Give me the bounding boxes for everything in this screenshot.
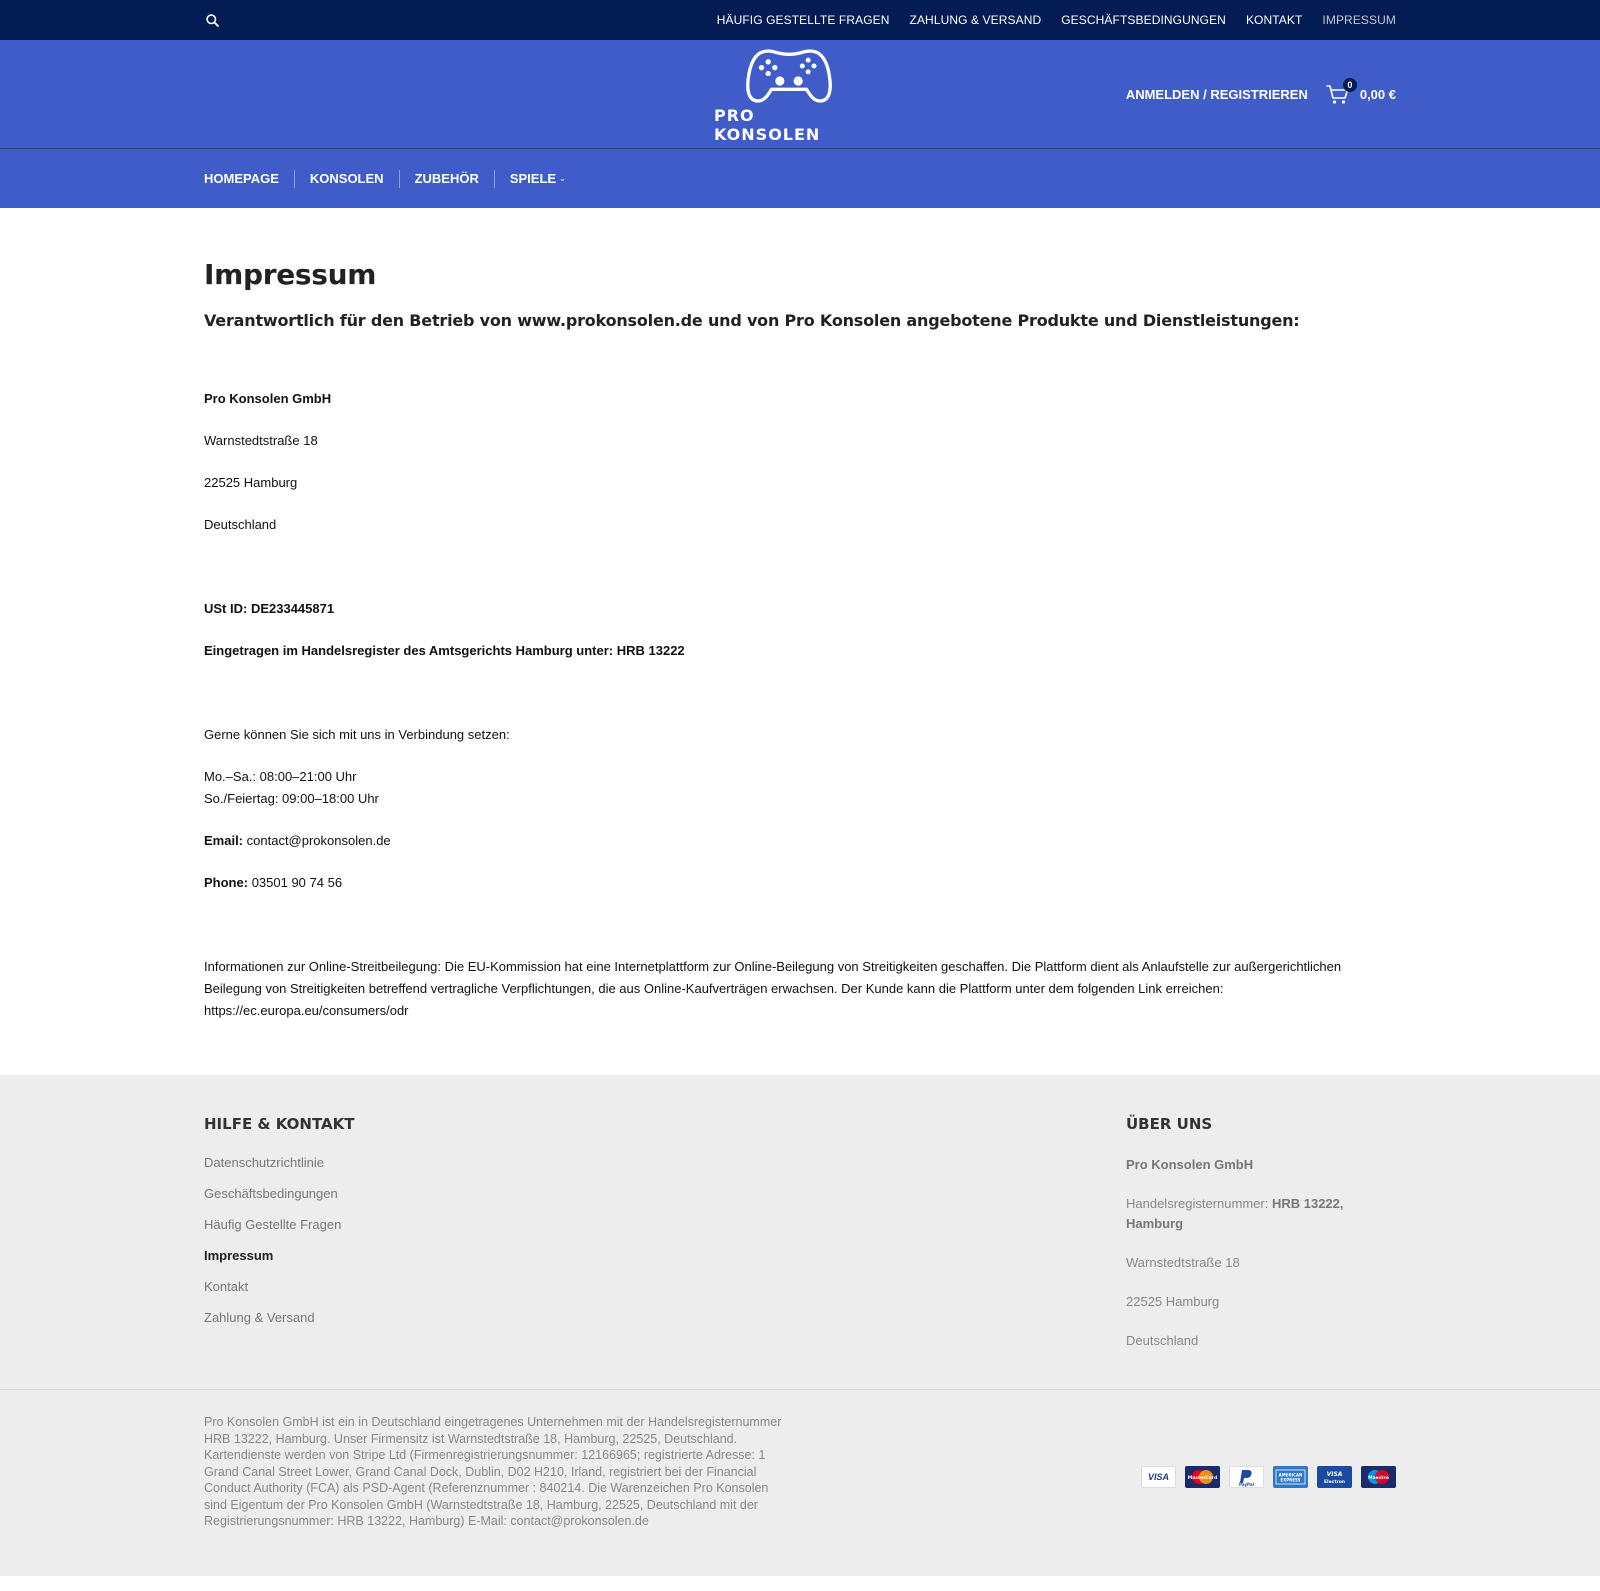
- footer-link-contact[interactable]: Kontakt: [204, 1279, 249, 1294]
- company-city: 22525 Hamburg: [204, 475, 298, 490]
- company-street: Warnstedtstraße 18: [204, 433, 318, 448]
- footer-company: Pro Konsolen GmbH: [1126, 1157, 1254, 1172]
- top-nav: [697, 13, 1396, 27]
- maestro-icon: [1361, 1466, 1396, 1488]
- footer-link-impressum[interactable]: Impressum: [204, 1248, 274, 1263]
- main-nav: [0, 149, 1600, 208]
- site-logo[interactable]: [714, 46, 864, 144]
- contact-intro: Gerne können Sie sich mit uns in Verbindung setzen:: [204, 727, 510, 742]
- chevron-down-icon: ⌄: [559, 173, 566, 183]
- bottom-bar: [0, 1390, 1600, 1576]
- nav-konsolen[interactable]: [294, 170, 399, 188]
- mastercard-icon: [1185, 1466, 1220, 1488]
- footer-link-faq[interactable]: Häufig Gestellte Fragen: [204, 1217, 342, 1232]
- phone-line: Phone: 03501 90 74 56: [204, 875, 343, 890]
- footer-city: 22525 Hamburg: [1126, 1294, 1220, 1309]
- email-link[interactable]: contact@prokonsolen.de: [246, 833, 391, 848]
- company-name: Pro Konsolen GmbH: [204, 391, 332, 406]
- cart-count-badge: 0: [1343, 78, 1357, 92]
- nav-konsolen-label: KONSOLEN: [309, 170, 384, 186]
- register-entry: Eingetragen im Handelsregister des Amtsgerichts Hamburg unter: HRB 13222: [204, 643, 685, 658]
- nav-spiele-label: SPIELE: [509, 170, 557, 186]
- footer-link-payment-shipping[interactable]: Zahlung & Versand: [204, 1310, 315, 1325]
- nav-homepage[interactable]: [204, 170, 294, 188]
- footer-help-column: [204, 1115, 355, 1370]
- top-nav-terms[interactable]: GESCHÄFTSBEDINGUNGEN: [1061, 13, 1226, 27]
- footer-country: Deutschland: [1126, 1333, 1199, 1348]
- svg-text:PayPal: PayPal: [1239, 1482, 1254, 1487]
- footer-about-title: ÜBER UNS: [1126, 1115, 1213, 1133]
- footer-street: Warnstedtstraße 18: [1126, 1255, 1240, 1270]
- vat-id: USt ID: DE233445871: [204, 601, 335, 616]
- company-country: Deutschland: [204, 517, 277, 532]
- legal-notice: Pro Konsolen GmbH ist ein in Deutschland eingetragenes Unternehmen mit der Handelsregisternummer HRB 13222, Hamburg. Unser Firmensitz ist Warnstedtstraße 18, Hamburg, 22525, Deutschland. Kartendienste werden von Stripe Ltd (Firmenregistrierungsnummer: 12166965; registrierte Adresse: 1 Grand Canal Street Lower, Grand Canal Dock, Dublin, D02 H210, Irland, registriert bei der Financial Conduct Authority (FCA) als PSD-Agent (Referenznummer : 840214. Die Warenzeichen Pro Konsolen sind Eigentum der Pro Konsolen GmbH (Warnstedtstraße 18, Hamburg, 22525, Deutschland mit der Registrierungsnummer: HRB 13222, Hamburg) E-Mail: contact@prokonsolen.de: [204, 1415, 782, 1528]
- nav-spiele[interactable]: [494, 170, 581, 188]
- paypal-icon: [1229, 1466, 1264, 1488]
- logo-text: PRO KONSOLEN: [714, 106, 821, 144]
- top-nav-faq[interactable]: HÄUFIG GESTELLTE FRAGEN: [716, 13, 890, 27]
- american-express-icon: [1273, 1466, 1308, 1488]
- svg-text:EXPRESS: EXPRESS: [1280, 1477, 1301, 1483]
- payment-methods: [1141, 1466, 1396, 1530]
- site-header: [0, 40, 1600, 149]
- top-bar: [0, 0, 1600, 40]
- page-subtitle: Verantwortlich für den Betrieb von www.prokonsolen.de und von Pro Konsolen angebotene Produkte und Dienstleistungen:: [204, 311, 1300, 330]
- site-footer: [0, 1075, 1600, 1390]
- svg-text:Maestro: Maestro: [1368, 1476, 1389, 1481]
- email-line: Email: contact@prokonsolen.de: [204, 833, 391, 848]
- opening-hours: Mo.–Sa.: 08:00–21:00 Uhr So./Feiertag: 09:00–18:00 Uhr: [204, 769, 379, 806]
- top-nav-impressum[interactable]: IMPRESSUM: [1322, 13, 1396, 27]
- svg-text:MasterCard: MasterCard: [1187, 1476, 1218, 1481]
- cart-button[interactable]: [1326, 79, 1396, 106]
- page-title: Impressum: [204, 258, 377, 291]
- top-nav-contact[interactable]: KONTAKT: [1245, 13, 1303, 27]
- footer-link-privacy[interactable]: Datenschutzrichtlinie: [204, 1155, 324, 1170]
- main-content: [0, 208, 1600, 1075]
- phone-number: 03501 90 74 56: [251, 875, 343, 890]
- svg-text:Electron: Electron: [1323, 1480, 1346, 1485]
- odr-info: Informationen zur Online-Streitbeilegung: Die EU-Kommission hat eine Internetplattform zur Online-Beilegung von Streitigkeiten geschaffen. Die Plattform dient als Anlaufstelle zur außergerichtlichen Beilegung von Streitigkeiten betreffend vertragliche Verpflichtungen, die aus Online-Kaufverträgen erwachsen. Der Kunde kann die Plattform unter dem folgenden Link erreichen: https://ec.europa.eu/consumers/odr: [204, 959, 1342, 1018]
- footer-about-column: [1126, 1115, 1396, 1370]
- footer-link-terms[interactable]: Geschäftsbedingungen: [204, 1186, 338, 1201]
- visa-icon: VISA: [1141, 1466, 1176, 1488]
- nav-zubehoer-label: ZUBEHÖR: [414, 170, 479, 186]
- login-register-link[interactable]: ANMELDEN / REGISTRIEREN: [1125, 87, 1308, 102]
- nav-zubehoer[interactable]: [399, 170, 494, 188]
- svg-text:VISA: VISA: [1326, 1471, 1343, 1478]
- gamepad-icon: [734, 46, 844, 106]
- top-nav-payment-shipping[interactable]: ZAHLUNG & VERSAND: [909, 13, 1042, 27]
- visa-electron-icon: [1317, 1466, 1352, 1488]
- cart-total: 0,00 €: [1359, 87, 1396, 102]
- footer-register: Handelsregisternummer: HRB 13222, Hamburg: [1126, 1196, 1344, 1231]
- footer-help-title: HILFE & KONTAKT: [204, 1115, 355, 1133]
- cart-icon: [1326, 79, 1353, 106]
- svg-text:AMERICAN: AMERICAN: [1278, 1472, 1303, 1478]
- nav-homepage-label: HOMEPAGE: [204, 170, 279, 186]
- search-icon[interactable]: [204, 12, 220, 28]
